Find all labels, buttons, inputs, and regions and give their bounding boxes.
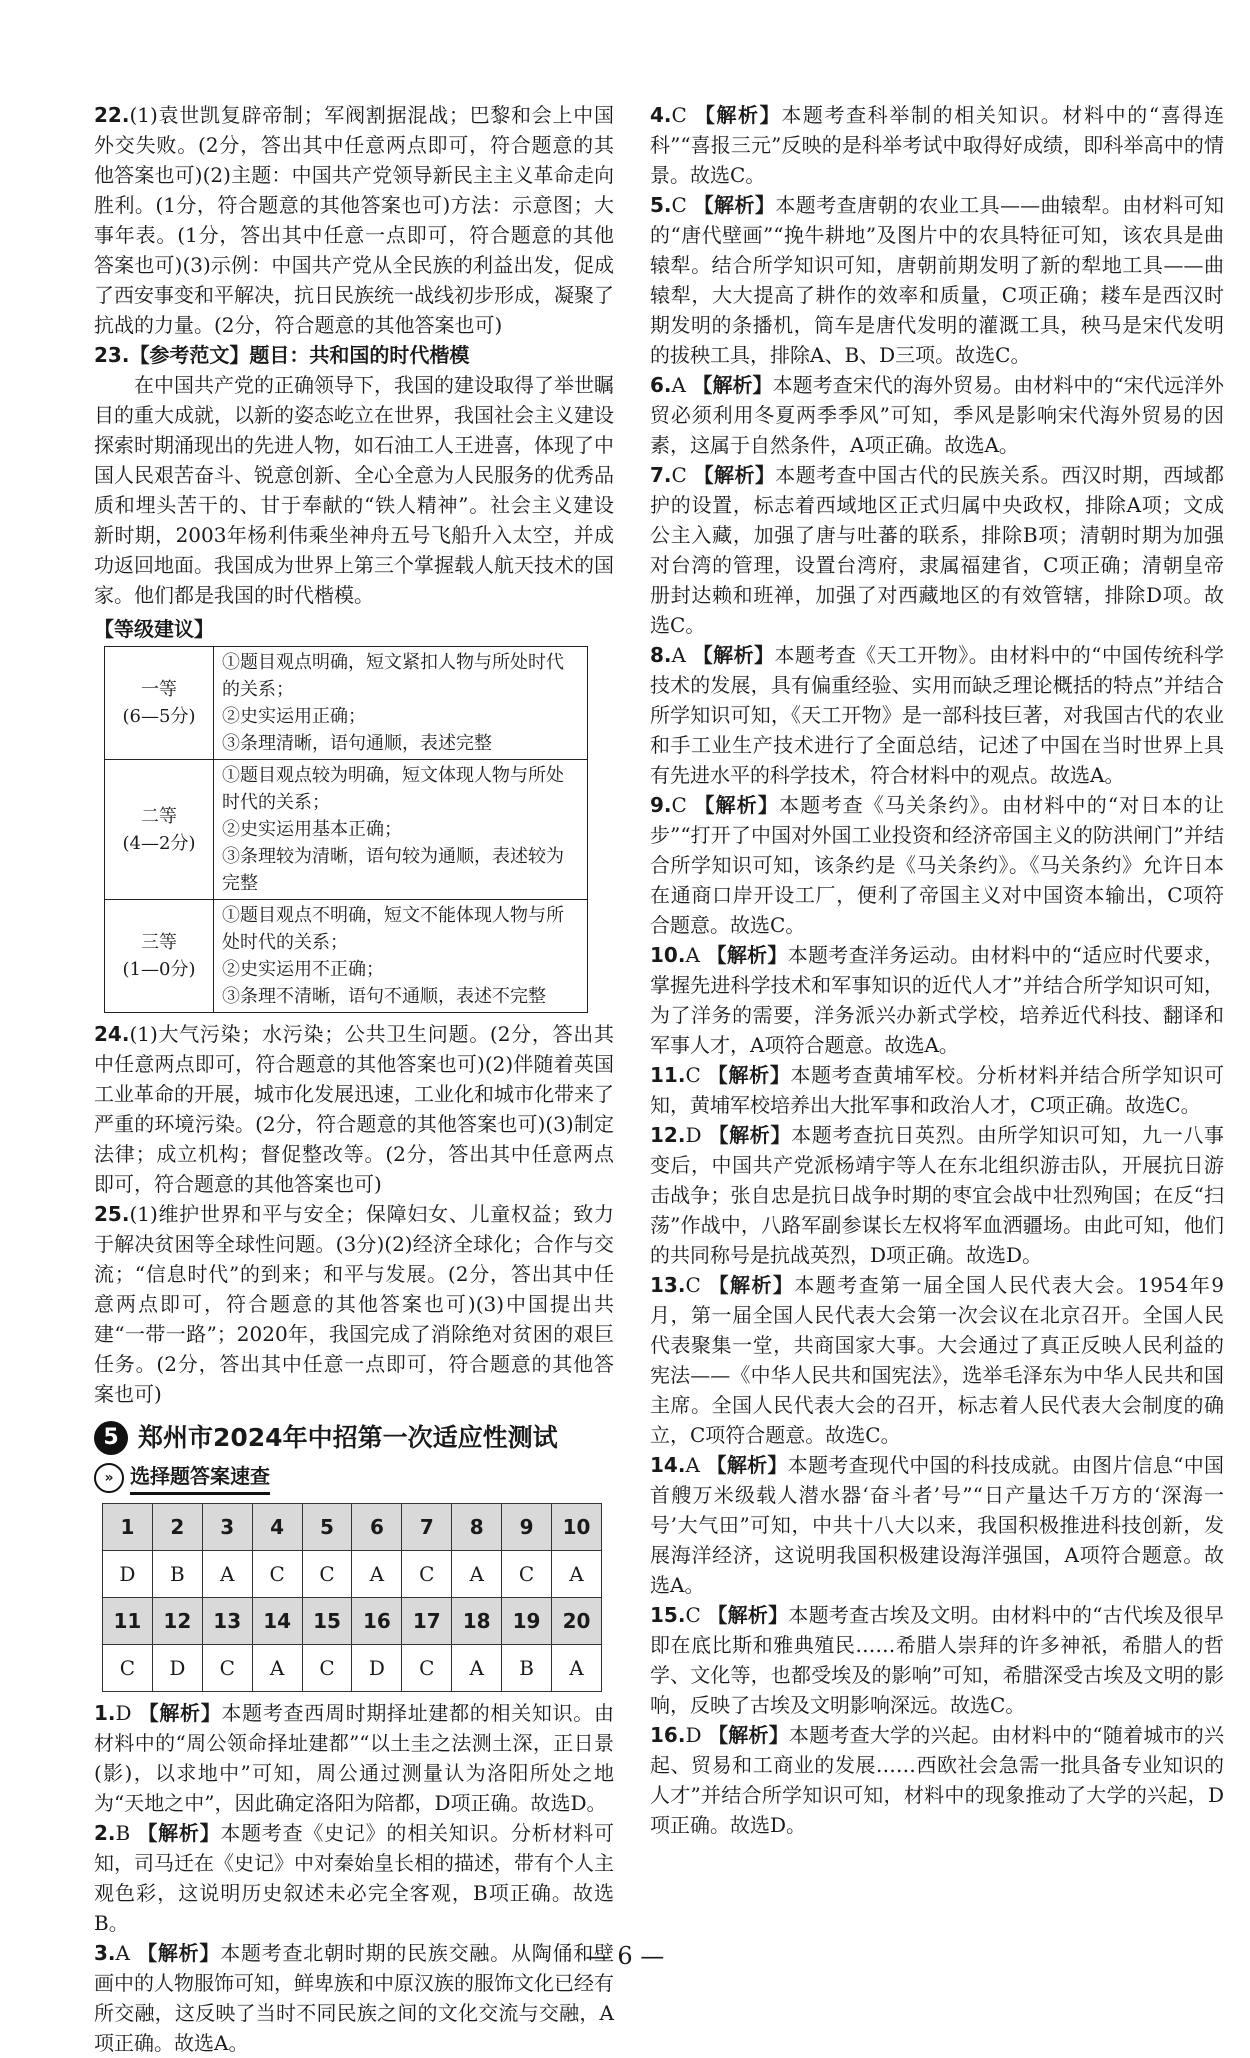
explanation-12: 12.D 【解析】本题考查抗日英烈。由所学知识可知，九一八事变后，中国共产党派杨靖宇等人在东北组织游击队，开展抗日游击战争；张自忠是抗日战争时期的枣宜会战中壮烈殉国；在反“扫荡”作战中，八路军副参谋长左权将军血洒疆场。由此可知，他们的共同称号是抗战英烈，D项正确。故选D。 <box>650 1123 1225 1267</box>
explanation-13: 13.C 【解析】本题考查第一届全国人民代表大会。1954年9月，第一届全国人民代表大会第一次会议在北京召开。全国人民代表聚集一堂，共商国家大事。大会通过了真正反映人民利益的宪法——《中华人民共和国宪法》，选举毛泽东为中华人民共和国主席。全国人民代表大会的召开，标志着人民代表大会制度的确立，C项符合题意。故选C。 <box>650 1273 1225 1447</box>
explanation-8: 8.A 【解析】本题考查《天工开物》。由材料中的“中国传统科学技术的发展，具有偏重经验、实用而缺乏理论概括的特点”并结合所学知识可知，《天工开物》是一部科技巨著，对我国古代的农业和手工业生产技术进行了全面总结，记述了中国在当时世界上具有先进水平的科学技术，符合材料中的观点。故选A。 <box>650 643 1224 787</box>
answer-25: 25.(1)维护世界和平与安全；保障妇女、儿童权益；致力于解决贫困等全球性问题。(3分)(2)经济全球化；合作与交流；“信息时代”的到来；和平与发展。(2分，答出其中任意两点即可，符合题意的其他答案也可)(3)中国提出共建“一带一路”；2020年，我国完成了消除绝对贫困的艰巨任务。(2分，答出其中任意一点即可，符合题意的其他答案也可) <box>94 1202 614 1406</box>
answer-row: D B A C C A C A C A <box>103 1551 602 1598</box>
answer-22: 22.(1)袁世凯复辟帝制；军阀割据混战；巴黎和会上中国外交失败。(2分，答出其中任意两点即可，符合题意的其他答案也可)(2)主题：中国共产党领导新民主主义革命走向胜利。(1分，符合题意的其他答案也可)方法：示意图；大事年表。(1分，答出其中任意一点即可，符合题意的其他答案也可)(3)示例：中国共产党从全民族的利益出发，促成了西安事变和平解决，抗日民族统一战线初步形成，凝聚了抗战的力量。(2分，符合题意的其他答案也可) <box>94 103 614 337</box>
explanation-6: 6.A 【解析】本题考查宋代的海外贸易。由材料中的“宋代远洋外贸必须利用冬夏两季季风”可知，季风是影响宋代海外贸易的因素，这属于自然条件，A项正确。故选A。 <box>650 373 1225 457</box>
explanation-9: 9.C 【解析】本题考查《马关条约》。由材料中的“对日本的让步”“打开了中国对外国工业投资和经济帝国主义的防洪闸门”并结合所学知识可知，该条约是《马关条约》。《马关条约》允许日本在通商口岸开设工厂，便利了帝国主义对中国资本输出，C项符合题意。故选C。 <box>650 793 1225 937</box>
explanation-11: 11.C 【解析】本题考查黄埔军校。分析材料并结合所学知识可知，黄埔军校培养出大批军事和政治人才，C项正确。故选C。 <box>650 1063 1225 1117</box>
explanation-5: 5.C 【解析】本题考查唐朝的农业工具——曲辕犁。由材料可知的“唐代壁画”“挽牛耕地”及图片中的农具特征可知，该农具是曲辕犁。结合所学知识可知，唐朝前期发明了新的犁地工具——曲辕犁，大大提高了耕作的效率和质量，C项正确；耧车是西汉时期发明的条播机，筒车是唐代发明的灌溉工具，秧马是宋代发明的拔秧工具，排除A、B、D三项。故选C。 <box>650 193 1225 367</box>
question-number-row: 1 2 3 4 5 6 7 8 9 10 <box>103 1504 602 1551</box>
grade-level: 三等 (1—0分) <box>105 900 214 1013</box>
right-column <box>650 100 1224 1840</box>
explanation-2: 2.B 【解析】本题考查《史记》的相关知识。分析材料可知，司马迁在《史记》中对秦始皇长相的描述，带有个人主观色彩，这说明历史叙述未必完全客观，B项正确。故选B。 <box>94 1821 615 1935</box>
answer-row: C D C A C D C A B A <box>103 1645 602 1692</box>
explanation-1: 1.D 【解析】本题考查西周时期择址建都的相关知识。由材料中的“周公领命择址建都”“以土圭之法测土深，正日景(影)，以求地中”可知，周公通过测量认为洛阳所处之地为“天地之中”，因此确定洛阳为陪都，D项正确。故选D。 <box>94 1701 615 1815</box>
answer-23-essay: 在中国共产党的正确领导下，我国的建设取得了举世瞩目的重大成就，以新的姿态屹立在世界，我国社会主义建设探索时期涌现出的先进人物，如石油工人王进喜，体现了中国人民艰苦奋斗、锐意创新、全心全意为人民服务的优秀品质和埋头苦干的、甘于奉献的“铁人精神”。社会主义建设新时期，2003年杨利伟乘坐神舟五号飞船升入太空，并成功返回地面。我国成为世界上第三个掌握载人航天技术的国家。他们都是我国的时代楷模。 <box>94 373 614 607</box>
section-title: 郑州市2024年中招第一次适应性测试 <box>138 1423 558 1452</box>
section-number-badge: 5 <box>94 1421 128 1455</box>
answer-24: 24.(1)大气污染；水污染；公共卫生问题。(2分，答出其中任意两点即可，符合题意的其他答案也可)(2)伴随着英国工业革命的开展，城市化发展迅速，工业化和城市化带来了严重的环境污染。(2分，符合题意的其他答案也可)(3)制定法律；成立机构；督促整改等。(2分，答出其中任意两点即可，符合题意的其他答案也可) <box>94 1022 614 1196</box>
section-heading <box>94 1421 614 1455</box>
grade-advice-heading: 【等级建议】 <box>94 617 214 641</box>
question-number-row: 11 12 13 14 15 16 17 18 19 20 <box>103 1598 602 1645</box>
grade-level: 二等 (4—2分) <box>105 760 214 900</box>
grade-row <box>105 760 588 900</box>
answer-23-title: 23.【参考范文】题目：共和国的时代楷模 <box>94 343 470 367</box>
speed-icon: » <box>94 1463 124 1493</box>
quick-check-heading: » 选择题答案速查 <box>94 1461 614 1495</box>
grade-criteria: ①题目观点不明确，短文不能体现人物与所处时代的关系； ②史实运用不正确； ③条理不清晰，语句不通顺，表述不完整 <box>214 900 588 1013</box>
explanation-7: 7.C 【解析】本题考查中国古代的民族关系。西汉时期，西域都护的设置，标志着西域地区正式归属中央政权，排除A项；文成公主入藏，加强了唐与吐蕃的联系，排除B项；清朝时期为加强对台湾的管理，设置台湾府，隶属福建省，C项正确；清朝皇帝册封达赖和班禅，加强了对西藏地区的有效管辖，排除D项。故选C。 <box>650 463 1225 637</box>
grade-row <box>105 900 588 1013</box>
explanation-3: 3.A 【解析】本题考查北朝时期的民族交融。从陶俑和壁画中的人物服饰可知，鲜卑族和中原汉族的服饰文化已经有所交融，这反映了当时不同民族之间的文化交流与交融，A项正确。故选A。 <box>94 1941 615 2055</box>
grade-criteria: ①题目观点较为明确，短文体现人物与所处时代的关系； ②史实运用基本正确； ③条理较为清晰，语句较为通顺，表述较为完整 <box>214 760 588 900</box>
grade-table <box>104 646 588 1013</box>
answer-key-table <box>102 1503 602 1692</box>
explanation-16: 16.D 【解析】本题考查大学的兴起。由材料中的“随着城市的兴起、贸易和工商业的发展……西欧社会急需一批具备专业知识的人才”并结合所学知识可知，材料中的现象推动了大学的兴起，D项正确。故选D。 <box>650 1723 1225 1837</box>
explanation-15: 15.C 【解析】本题考查古埃及文明。由材料中的“古代埃及很早即在底比斯和雅典殖民……希腊人崇拜的许多神祇，希腊人的哲学、文化等，也都受埃及的影响”可知，希腊深受古埃及文明的影响，反映了古埃及文明影响深远。故选C。 <box>650 1603 1225 1717</box>
page-number: — 6 — <box>585 1942 665 1970</box>
left-column <box>94 100 614 2058</box>
grade-level: 一等 (6—5分) <box>105 647 214 760</box>
explanation-10: 10.A 【解析】本题考查洋务运动。由材料中的“适应时代要求，掌握先进科学技术和军事知识的近代人才”并结合所学知识可知，为了洋务的需要，洋务派兴办新式学校，培养近代科技、翻译和军事人才，A项符合题意。故选A。 <box>650 943 1224 1057</box>
grade-row <box>105 647 588 760</box>
explanation-4: 4.C 【解析】本题考查科举制的相关知识。材料中的“喜得连科”“喜报三元”反映的是科举考试中取得好成绩，即科举高中的情景。故选C。 <box>650 103 1224 187</box>
grade-criteria: ①题目观点明确，短文紧扣人物与所处时代的关系； ②史实运用正确； ③条理清晰，语句通顺，表述完整 <box>214 647 588 760</box>
explanation-14: 14.A 【解析】本题考查现代中国的科技成就。由图片信息“中国首艘万米级载人潜水器‘奋斗者’号”“日产量达千万方的‘深海一号’大气田”可知，中共十八大以来，我国积极推进科技创新，发展海洋经济，这说明我国积极建设海洋强国，A项符合题意。故选A。 <box>650 1453 1224 1597</box>
